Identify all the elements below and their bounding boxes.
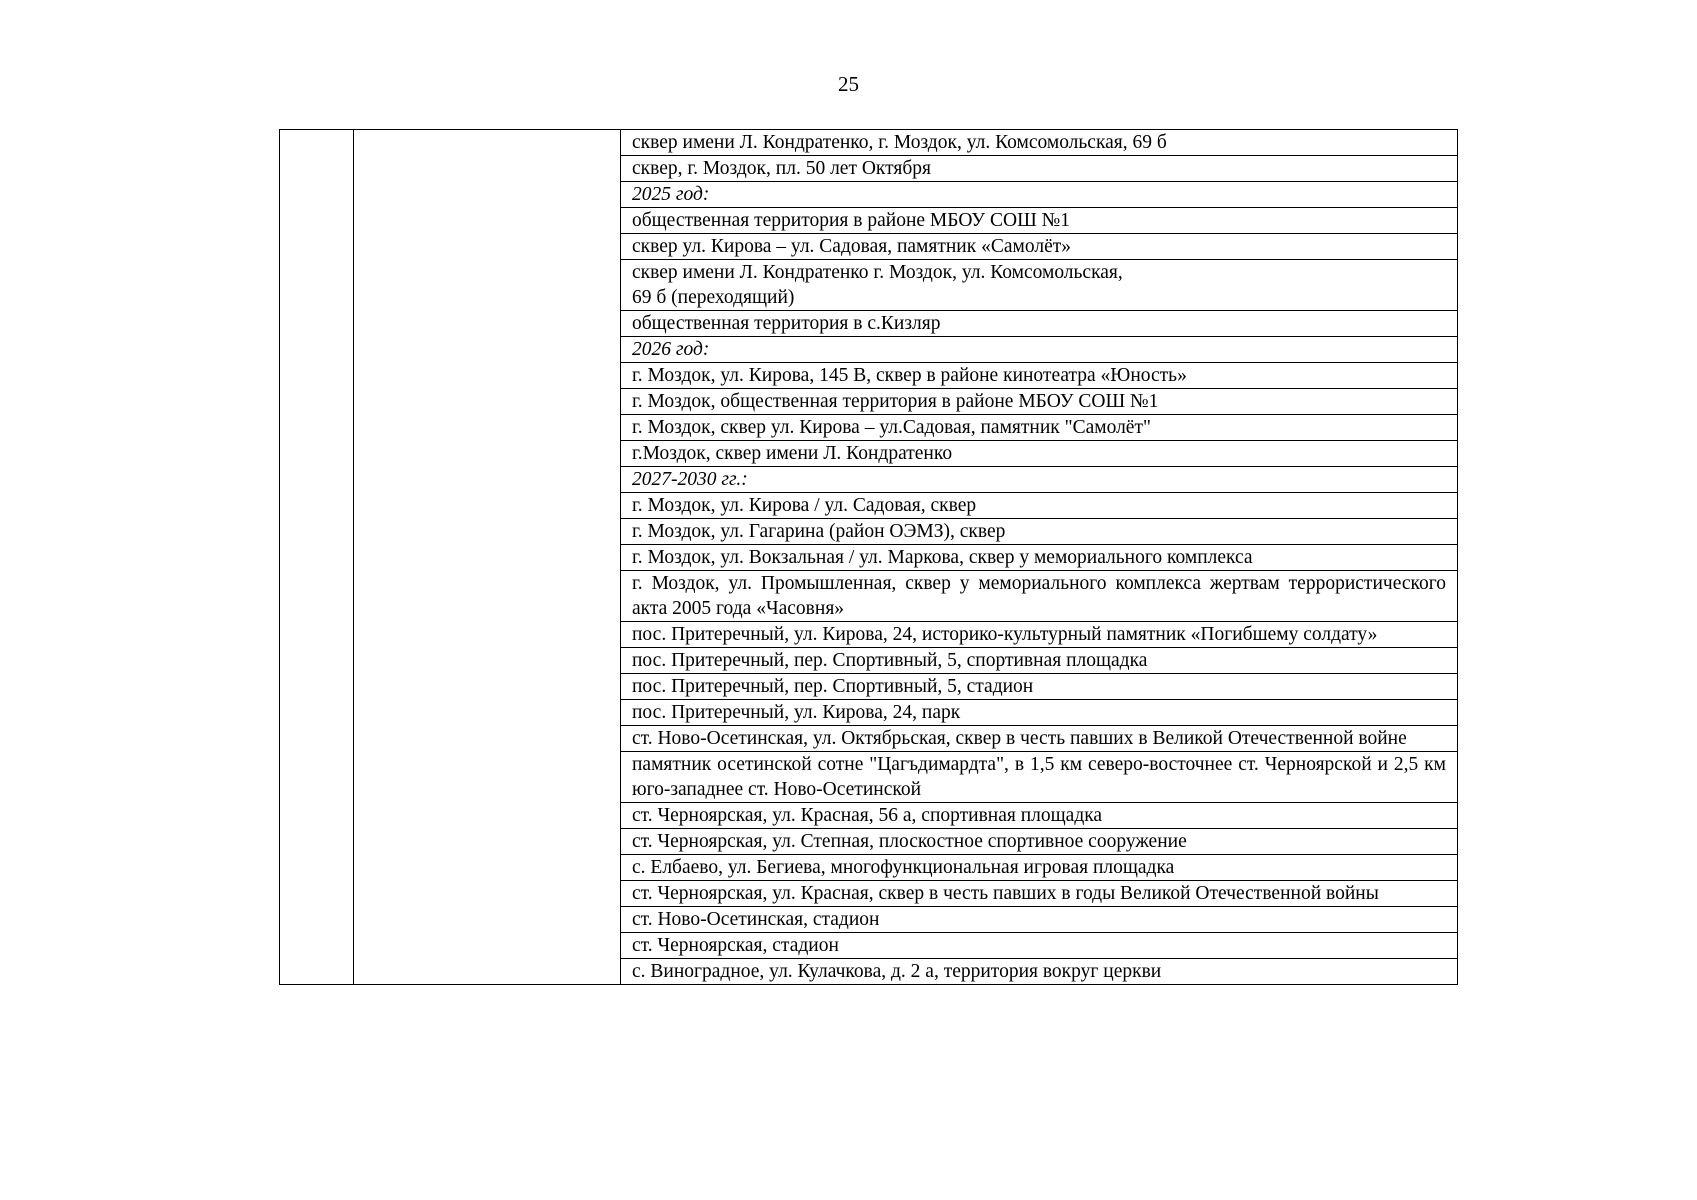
territory-cell: ст. Черноярская, стадион <box>621 933 1458 959</box>
territory-cell: сквер имени Л. Кондратенко, г. Моздок, ул. Комсомольская, 69 б <box>621 130 1458 156</box>
territory-cell: ст. Черноярская, ул. Красная, 56 а, спортивная площадка <box>621 803 1458 829</box>
territory-cell: сквер имени Л. Кондратенко г. Моздок, ул. Комсомольская, 69 б (переходящий) <box>621 260 1458 311</box>
territory-cell: г. Моздок, ул. Гагарина (район ОЭМЗ), сквер <box>621 519 1458 545</box>
territory-cell: г. Моздок, ул. Вокзальная / ул. Маркова, сквер у мемориального комплекса <box>621 545 1458 571</box>
territory-cell: г. Моздок, сквер ул. Кирова – ул.Садовая, памятник "Самолёт" <box>621 415 1458 441</box>
document-table <box>279 129 1458 985</box>
territory-cell: г. Моздок, ул. Кирова / ул. Садовая, сквер <box>621 493 1458 519</box>
empty-cell-number <box>280 130 354 985</box>
table-body <box>280 130 1458 985</box>
territory-cell: пос. Притеречный, пер. Спортивный, 5, стадион <box>621 674 1458 700</box>
empty-cell-name <box>354 130 621 985</box>
territory-cell: общественная территория в районе МБОУ СОШ №1 <box>621 208 1458 234</box>
period-heading: 2027-2030 гг.: <box>621 467 1458 493</box>
territory-cell: с. Виноградное, ул. Кулачкова, д. 2 а, территория вокруг церкви <box>621 959 1458 985</box>
territory-cell: пос. Притеречный, пер. Спортивный, 5, спортивная площадка <box>621 648 1458 674</box>
table-row <box>280 130 1458 156</box>
territory-cell: с. Елбаево, ул. Бегиева, многофункциональная игровая площадка <box>621 855 1458 881</box>
territory-cell: г. Моздок, ул. Кирова, 145 В, сквер в районе кинотеатра «Юность» <box>621 363 1458 389</box>
period-heading: 2025 год: <box>621 182 1458 208</box>
territory-cell: г. Моздок, общественная территория в районе МБОУ СОШ №1 <box>621 389 1458 415</box>
territory-cell: г.Моздок, сквер имени Л. Кондратенко <box>621 441 1458 467</box>
territory-cell: ст. Черноярская, ул. Красная, сквер в честь павших в годы Великой Отечественной войны <box>621 881 1458 907</box>
territory-cell: сквер, г. Моздок, пл. 50 лет Октября <box>621 156 1458 182</box>
territory-cell: сквер ул. Кирова – ул. Садовая, памятник «Самолёт» <box>621 234 1458 260</box>
page-number: 25 <box>838 72 859 96</box>
territory-cell: пос. Притеречный, ул. Кирова, 24, парк <box>621 700 1458 726</box>
territory-cell: ст. Ново-Осетинская, ул. Октябрьская, сквер в честь павших в Великой Отечественной войне <box>621 726 1458 752</box>
period-heading: 2026 год: <box>621 337 1458 363</box>
territory-cell: ст. Черноярская, ул. Степная, плоскостное спортивное сооружение <box>621 829 1458 855</box>
territory-cell: памятник осетинской сотне "Цагъдимардта", в 1,5 км северо-восточнее ст. Черноярской и 2,5 км юго-западнее ст. Ново-Осетинской <box>621 752 1458 803</box>
territory-cell: общественная территория в с.Кизляр <box>621 311 1458 337</box>
territory-cell: г. Моздок, ул. Промышленная, сквер у мемориального комплекса жертвам террористического акта 2005 года «Часовня» <box>621 571 1458 622</box>
territory-cell: пос. Притеречный, ул. Кирова, 24, историко-культурный памятник «Погибшему солдату» <box>621 622 1458 648</box>
territory-cell: ст. Ново-Осетинская, стадион <box>621 907 1458 933</box>
